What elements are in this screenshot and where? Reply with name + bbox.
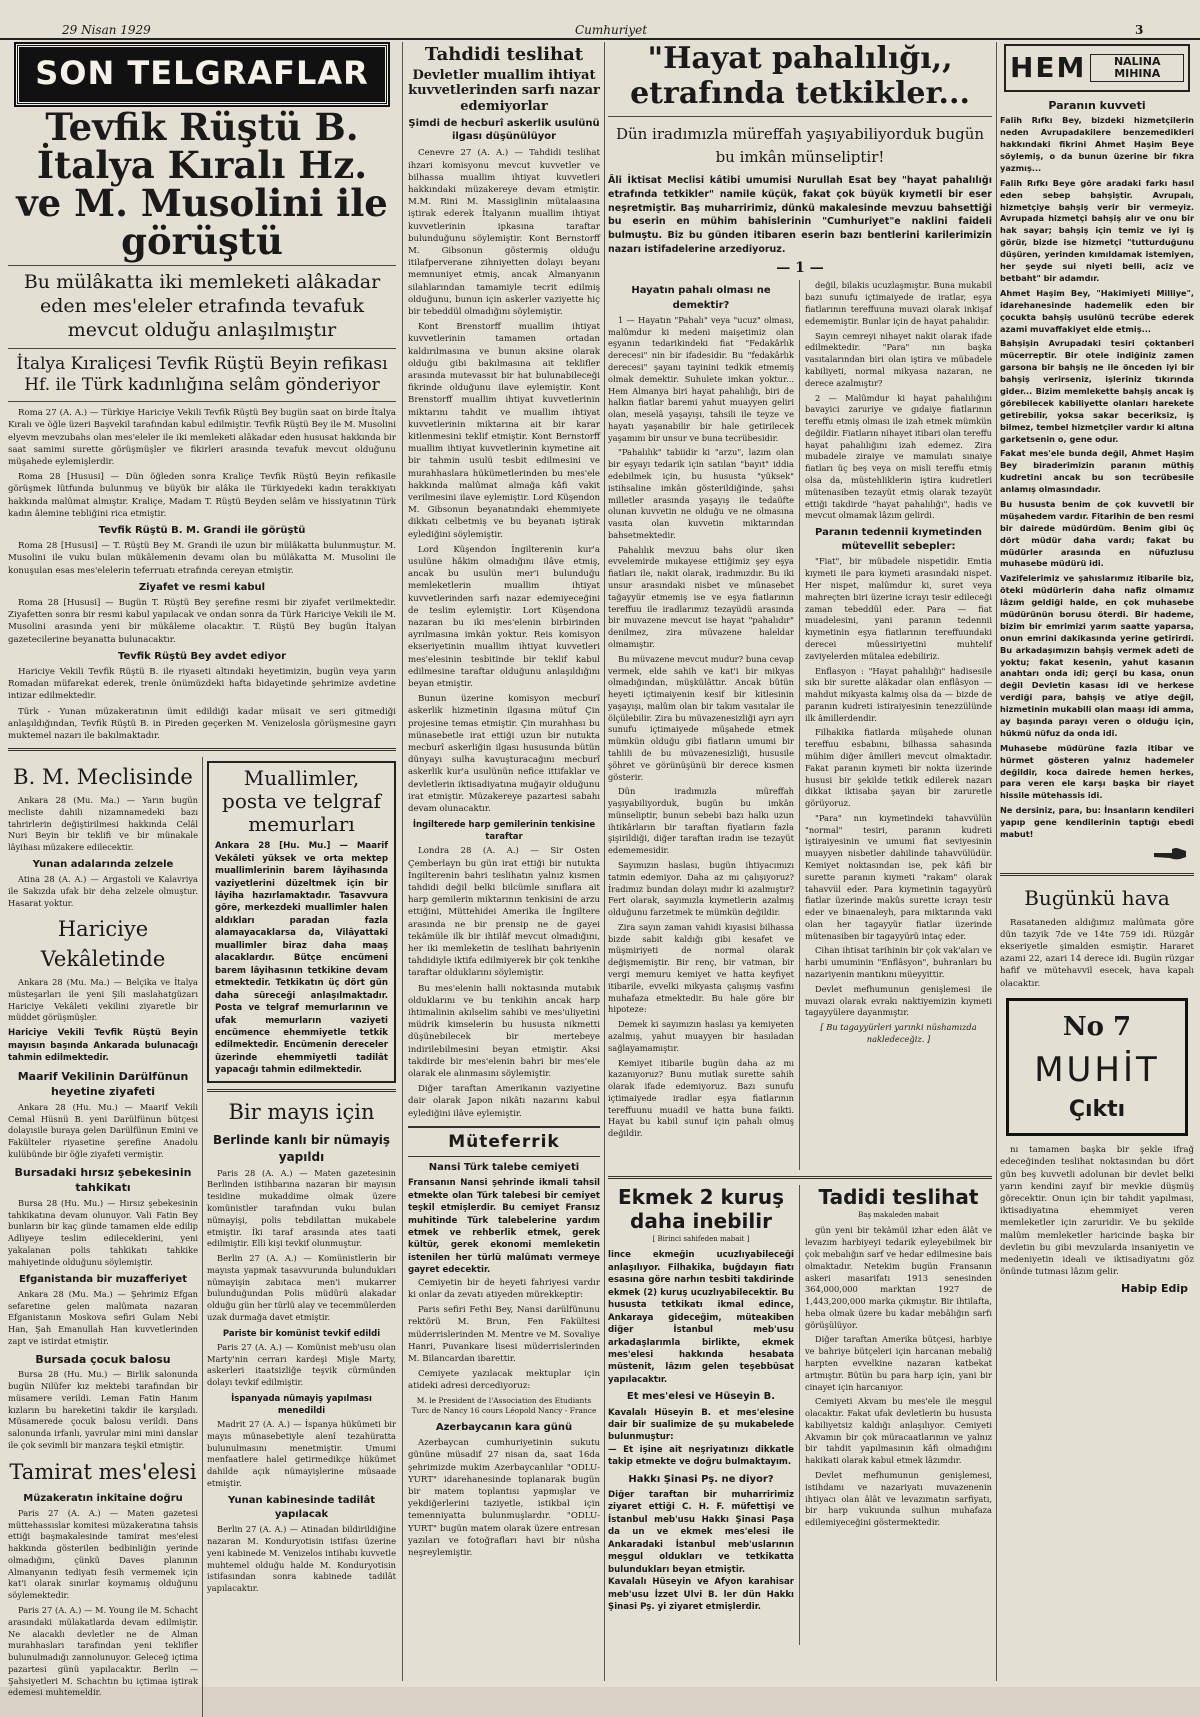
article-paragraph: Zira sayın zaman vahidi kıyasisi bilhassa bizde sabit kaldığı gibi kesafet ve müşmiriyeti de normal olarak değişmemiştir. Bir renç, bir vatman, bir vergi memuru kemiyet ve hatta keyfiyet itibarile, evvelki mikyasta çalışmış vasfını muhafaza etmektedir. Bu hale göre bir hipoteze: [608, 921, 794, 1015]
article-subheading: İngilterede harp gemilerinin tenkisine taraftar [412, 820, 596, 843]
article-subheading: Bursada çocuk balosu [35, 1352, 171, 1366]
article-paragraph: Cenevre 27 (A. A.) — Tahdidi teslihat ihzari komisyonu mevcut kuvvetler ve bilhassa muallim ihtiyat kuvvetleri hakkındaki müzakereye devam etmiştir. M.M. Rini M. Massiglinin mütalaasına iştirak ederek İtalyanın muallim ihtiyat kuvvetlerinin ipkasına taraftar bulunduğunu söylemiştir. Kont Bernstorff M. Gibsonun göstermiş olduğu itilafperverane zihniyetten dolayı beyanı memnuniyet etmiş, ancak Almanyanın silahlarından tamamiyle tecrit edilmiş olduğunu, bunun için askerler vaziyette hiç bir tebeddül olmadığını söylemiştir. [408, 148, 600, 317]
article-subheading: Et mes'elesi ve Hüseyin B. [626, 1391, 776, 1403]
weather-paragraph: Rasataneden aldığımız malûmata göre dün tazyik 7de ve 14te 759 idi. Rüzgâr ekseriyetle şimalden esmiştir. Hararet azami 22, azari 14 derece idi. Bugün rüzgar hafif ve mütehavvil esecek, hava kapalı olacaktır. [1000, 917, 1194, 989]
article-subheading: Pariste bir komünist tevkif edildi [222, 1328, 381, 1339]
article-subheading: Hayatın pahalı olması ne demektir? [631, 285, 771, 311]
article-paragraph: Berlin 27 (A. A.) — Komünistlerin bir mayısta yapmak tasavvurunda bulundukları nümayişin zabıtaca men'i mukarrer bulunduğundan Polis müdürü alakadar olduğu gün her türlü alay ve tecemmülerden uzak durmağa davet etmiştir. [207, 1253, 396, 1323]
article-paragraph: Londra 28 (A. A.) — Sir Osten Çemberlayn bu gün irat ettiği bir nutukta İngilterenin bahri teslihatın yalnız kısmen tahdidi değil belki bilcümle sınıflara ait harp gemilerin miktarının tenkisini de arzu ettiğini, Müttehidei Amerika ile İngiltere arasında ne bir prensip ne de gayei tekâmüle ilk bir ihtilâf mevcut olmadığını, her iki memleketin de teslihatı bahriyenin tahdidiyle iktifa edilmiyerek bir çok tenkihe taraftar olduklarını söylemiştir. [408, 846, 600, 979]
col3-right-subcolumn [805, 280, 992, 1170]
article-bold-paragraph: Bu hususta benim de çok kuvvetli bir müşahedem vardır. Fitarihin de ben resmi bir dairede müdürdüm. Benim gibi üç dört müdür daha vardı; fakat bu müdürler arasında en nüfuzlusu muhasebe müdürü idi. [1000, 498, 1194, 569]
article-paragraph: 1 — Hayatın "Pahalı" veya "ucuz" olması, malûmdur ki medeni maişetimiz olan eşyanın tedarikindeki fiat "Fedakârlık derecesi" nin bir ifadesidir. Bu "fedakârlık derecesi" şayanı tayinini tedkik etmemiş olmak demektir. Suhulete imkan yoktur... Hem Almanya biri hayat pahalılığı, biri de halkın fiatlar baremi yahut muayyen geliri olan, meselâ yaşayışı, tahsili ile teyze ve hayatı yaşanabilir bir hale getirilecek yaşamını bir unsur ve buna tecrübesidir. [608, 314, 794, 443]
article-paragraph: "Fiat", bir mübadele nispetidir. Emtia kıymeti ile para kıymeti arasındaki nispet. Her nispet, malûmdur ki, suret veya mahreçten biri üzerine icrayı tesir edileceği zaman tebeddül eder. Para — fiat muadelesini, yani paranın tedennii kıymetinin eşya fiatlarının tereffuundaki derecei müessiriyetini muhtelif zaviyelerden mütalea edebiliriz. [805, 556, 992, 661]
article-paragraph: Cemiyete yazılacak mektuplar için atideki adresi dercediyoruz: [408, 1369, 600, 1392]
article-bold-paragraph: Falih Rıfkı Bey, bizdeki hizmetçilerin neden Avrupadakilere benzemedikleri hakkındaki fikrini Ahmet Haşim Beye söylemiş, o da bunun üzerine bir fıkra yazmış... [1000, 115, 1194, 173]
article-paragraph: Roma 27 (A. A.) — Türkiye Hariciye Vekili Tevfik Rüştü Bey bugün saat on birde İtalya Kıralı ve öğle üzeri Başvekil tarafından kabul edilmiştir. Tevfik Rüştü Bey ile M. Musolini elyevm mevzubahs olan mes'eleler ile iki memleketi alâkadar eden hususat hakkında bir saat samimi surette görüşmüşler ve fikirleri arasında tevafuk mevcut olduğunu müşahede eylemişlerdir. [8, 408, 396, 467]
article-paragraph: Bursa 28 (Hu. Mu.) — Hırsız şebekesinin tahkikatına devam olunuyor. Vali Fatin Bey bunların bir kaç günde tamamen elde edilip Adliyeye teslim edileceklerini, yeni yakalanan polis tahkikatı tahkike mahiyetinde olduğunu söylemiştir. [8, 1197, 198, 1267]
article-subheading: Maarif Vekilinin Darülfünun heyetine ziyafeti [17, 1069, 189, 1099]
article-paragraph: Filhakika fiatlarda müşahede olunan tereffuu esbabını, bilhassa sahasında mühim diğer âmilleri mevcut olmaktadır. Fakat paranın kıymeti bir nokta üzerinde hususi bir şekilde tetkik edilerek nazarı dikkat iktisaba şayan bir zaruretle görüyoruz. [805, 727, 992, 809]
article-paragraph: Demek ki sayımızın haslası ya kemiyeten azalmış, yahut muayyen bir hasıladan sağlayamamıştır. [608, 1019, 794, 1053]
article-headline: Tadidi teslihat [818, 1185, 979, 1210]
article-paragraph: Atina 28 (A. A.) — Argastoli ve Kalavriya ile Sakızda ufak bir deha zelzele olmuştur. Hasarat yoktur. [8, 874, 198, 908]
section-heading-meclis: B. M. Meclisinde [13, 765, 193, 790]
article-signature: Habip Edip [1120, 1282, 1188, 1296]
article-paragraph: gün yeni bir tekâmül izhar eden âlât ve levazım harbiyeyi tedarik eyleyebilmek bir çok mebalığın sarf ve hedar edilmesine bais olmaktadır. Netekim bugün Fransanın askeri masarifatı 1913 senesinden 364,000,000 marktan 1927 de 1,443,200,000 marka çıkmıştır. Bir ihtilafta, heba olmak üzere bu kadar mebâlığın sarfı görüşülüyor. [805, 1225, 992, 1330]
article-headline: "Hayat pahalılığı,, etrafında tetkikler... [630, 41, 970, 111]
article-subheading: Ziyafet ve resmi kabul [138, 581, 266, 593]
article-paragraph: Berlin 27 (A. A.) — Atinadan bildirildiğine nazaran M. Konduryotisin istifası üzerine yeni kabinede M. Venizelos intihabı kuvvetle muhtemel olduğu halde M. Konduryotisin istifasından sonra kabinede tadilât yapılacaktır. [207, 1524, 396, 1594]
main-subhead: Bu mülâkatta iki memleketi alâkadar eden mes'eleler etrafında tevafuk mevcut olduğu anlaşılmıştır [23, 271, 381, 341]
article-bold-paragraph: Bahşişin Avrupadaki tesiri çoktanberi mücerreptir. Bir otele indiğiniz zamen garsona bir bahşiş ne ile önceden iyi bir bahşiş verirseniz, işleriniz tıkırında gider... Bizim memlekette bahşiş ancak iş görebilecek kabiliyette olanları harekete getirebilir, yoksa sakar beceriksiz, iş bilmez, tembel hizmetçiler vardır ki altına garketsenin o, gene odur. [1000, 338, 1194, 444]
muhit-advertisement [1006, 998, 1188, 1136]
article-paragraph: Roma 28 [Hususi] — Dün öğleden sonra Kraliçe Tevfik Rüştü Beyin refikasile görüşmek lûtfunda bulunmuş ve büyük bir alâka ile Türkiyedeki kadın terakkiyatı hakkında malûmat almıştır. Kraliçe, Madam T. Rüştü Beyden selâm ve hissiyatının Türk kadın âlemine tebliğini rica etmiştir. [8, 472, 396, 519]
continued-note: [ Birinci sahifeden mabait ] [652, 1235, 750, 1244]
article-paragraph: Paris 28 (A. A.) — Maten gazetesinin Berlinden istihbarına nazaran bir mayısın tesidine mukaddime olmak üzere komünistler tarafından vuku bulan nümayişi, polis tebdilattan mukabele etmiştir. İki taraf arasında ates taati edilmiştir. Elli kişi tevkif olunmuştur. [207, 1167, 396, 1249]
article-paragraph: Bursa 28 (Hu. Mu.) — Birlik salonunda bugün Nilüfer kız mektebi tarafından bir müsamere verildi. Leman Fatin Hanım kızların bu hareketini takdir ile karşıladı. Müsamerede çocuk balosu verildi. Dans salonunda irfanlı, yavrular mini mini danslar ile çok sevimli bir manzara teşkil etmiştir. [8, 1369, 198, 1450]
col1-left-subcolumn [8, 757, 198, 1717]
article-paragraph: nı tamamen başka bir şekle ifrağ edeceğinden teslihat noktasından bu dört gün beş kuvvetli adolunan bir devlet belki yarın kendini zayıf bir mevkie düşmüş görecektir. Onun için bir tahdit yapılması, iktisadiyatına ehemmiyet veren memleketler için zaruridir. Ve bu şekilde malûm memleketler haricinde başka bir devletin bu gibi mevzularda insaniyetin ve medeniyetin ideali ve iktisadiyatını göz önünde tutması lâzım gelir. [1000, 1145, 1194, 1278]
continued-note: Baş makaleden mabait [858, 1211, 939, 1220]
article-subheading: Efganistanda bir muzafferiyet [18, 1273, 188, 1285]
article-subheading: Azerbaycanın kara günü [435, 1421, 573, 1433]
article-paragraph: Cemiyetin bir de heyeti fahriyesi vardır ki onlar da zevatı atiyeden mürekkeptir: [408, 1277, 600, 1301]
article-bold-paragraph: Muhasebe müdürüne fazla itibar ve hürmet gösteren yalnız hademeler değildir, koca dairede hemen herkes, para veren ele karşı başka bir riayet hissile mütehassis idi. [1000, 742, 1194, 801]
article-paragraph: Cemiyeti Akvam bu mes'ele ile meşgul olacaktır. Fakat ufak devletlerin bu hususta kabiliyetsiz kaldığı anlaşılıyor. Cemiyeti Akvamın bir çok müracaatlarının ve yalnız bir tahdit yapılmasının kâfi olmadığını hakikati olarak kabul etmek lâzımdır. [805, 1396, 992, 1466]
article-paragraph: Pahalılık mevzuu bahs olur iken evvelemirde mukayese ettiğimiz şey eşya fiatları ile, nakit olarak, iradımızdır. Bu iki unsur arasındaki nisbet ve münasebet tağayyür etmemiş ise ve eşya fiatlarının tereffuu ile iradlarımız tezayüdü arasında bir muvazene mevcut ise hayat "pahalıdır" denilmez, zira müvazene haleldar olmamıştır. [608, 544, 794, 649]
article-paragraph: "Pahalılık" tabiidir ki "arzu", lazım olan bir eşyayı tedarik için satılan "bayıt" iddia edebilmek için, bu hususta "yüksek" istihsaline imkân gösterildiğinde, şahsı milletler arasında yaşayış ile tedaüfte olunan kuvvetin ne olduğu ve ne olmasına vasıta olan kuvvetin miktarından bahsetmektedir. [608, 447, 794, 540]
article-bold-paragraph: Kavalalı Hüseyin B. et mes'elesine dair bir sualimize de şu mukabelede bulunmuştur: [608, 1407, 794, 1443]
article-subheading: Bursadaki hırsız şebekesinin tahkikatı [14, 1165, 192, 1195]
article-paragraph: Ankara 28 (Mu. Ma.) — Belçika ve İtalya müsteşarları ile yeni Şili maslahatgüzarı Hariciye Vekâleti vekilini ziyaretle bir müddet görüşmüşler. [8, 977, 198, 1023]
continued-note: [ Bu tagayyürleri yarınki nüshamızda nakledeceğiz. ] [820, 1022, 977, 1044]
col1-right-subcolumn [207, 757, 396, 1717]
article-paragraph: değil, bilakis ucuzlaşmıştır. Buna mukabil bazı sunufu içtimaiyede de iratlar, eşya fiatlarının tereffuuna muvazi olarak inkişaf edememiştir. Bunlar için de hayat pahalıdır. [805, 280, 992, 326]
article-paragraph: Paris 27 (A. A.) — M. Young ile M. Schacht arasındaki mülakatlarda devam edilmiştir. Ne alacaklı devletler ne de Alman murahhasları tarafından yeni teklifler bulunulmadığı zannolunuyor. Geleceğ içtima pazartesi günü yapılacaktır. Berlin — Şahsiyetleri M. Schachtın bu içtimaa iştirak edemesi muhtemeldir. [8, 1604, 198, 1698]
article-paragraph: Sayımızın haslası, bugün ihtiyacımızı tatmin edemiyor. Daha az mı çalışıyoruz? İradımız bundan dolayı mıdır ki azalmıştır? Fert olarak, sayımızla kıymetlerin azalmış olduğunu farzetmek te mümkün değildir. [608, 860, 794, 918]
article-bold-paragraph: Kavalalı Hüseyin ve Afyon karahisar meb'usu İzzet Ulvi B. ler dün Hakkı Şinasi Pş. yi ziyaret etmişlerdir. [608, 1577, 794, 1613]
column-hem-nalina-mihina [1000, 42, 1194, 1681]
article-bold-paragraph: Fakat mes'ele bunda değil, Ahmet Haşim Bey biraderimizin paranın müthiş kudretini ancak bu son tecrübesile anlamış olmasındadır. [1000, 448, 1194, 495]
main-headline: Tevfik Rüştü B. İtalya Kıralı Hz. ve M. Musolini ile görüştü [16, 105, 388, 263]
article-bold-paragraph: Fransanın Nansi şehrinde ikmali tahsil etmekte olan Türk talebesi bir cemiyet teşkil etmişlerdir. Bu cemiyet Fransız muhitinde Türk talebelerine yardım etmek ve rehberlik etmek, gerek kültür, gerek ekonomi memleketin istenilen her türlü malûmatı vermeye gayret edecektir. [408, 1178, 600, 1276]
article-paragraph: Roma 28 [Hususi] — T. Rüştü Bey M. Grandi ile uzun bir mülâkatta bulunmuştur. M. Musolini ile vuku bulan mükâlemenin devamı olan bu mülâkatta M. Musolini ile konuşulan esas mes'elelerin teferruatı etrafında cereyan etmiştir. [8, 541, 396, 576]
tadidi-article [805, 1185, 992, 1645]
box-text: Ankara 28 [Hu. Mu.] — Maarif Vekâleti yüksek ve orta mektep muallimlerinin barem lâyihasında vaziyetlerini düzeltmek için bir lâyiha hazırlamaktadır. Tasavvura göre, merkezdeki muallimler halen aldıkları paradan fazla alamayacaklarsa da, Vilâyattaki muallimler biraz daha maaş alacaklardır. Bütçe encümeni barem lâyihasının tetkikine devam etmektedir. Tetkikatın üç dört gün daha süreceği anlaşılmaktadır. Posta ve telgraf memurlarının ve ufak memurların vaziyeti encümence ehemmiyetle tetkik edilmektedir. Encümenin dereceler üzerinde ehemmiyetli tadilât yapacağı tahmin edilmektedir. [215, 841, 388, 1076]
article-subheading: Şimdi de hecburî askerlik usulünü ilgası düşünülüyor [408, 118, 600, 142]
address-line: M. le President de l'Association des Etudiants Turc de Nancy 16 cours Léopold Nancy - France [411, 1395, 597, 1416]
muhit-issue-number: No 7 [1062, 1011, 1132, 1042]
article-paragraph: Azerbaycan cumhuriyetinin sukutu gününe müsadif 27 nisan da, saat 16da şehrimizde mukim Azerbaycanlılar "ODLU-YURT" idarehanesinde toplanarak bugün bir matem toplantısı yapmışlar ve yekdiğerlerini taziyetle, istikbal için temenniyatta bulunmuşlardır. "ODLU-YURT" bugün matem olarak üzere entresan yazıları ve fotoğrafları havi bir nüsha neşreylemiştir. [408, 1438, 600, 1558]
article-paragraph: Ankara 28 (Mu. Ma.) — Yarın bugün mecliste dahili nizamnamedeki bazı tahrirlerin değiştirilmesi hakkında Celâl Nuri Beyin bir teklifi ve bir münakale lâyihası müzakere edilecektir. [8, 794, 198, 853]
article-subheading: Berlinde kanlı bir nümayiş yapıldı [212, 1132, 391, 1164]
article-subheading: Paranın kuvveti [1048, 98, 1146, 112]
son-telgraflar-banner: SON TELGRAFLAR [16, 44, 388, 105]
muallimler-box [207, 761, 396, 1083]
masthead-date: 29 Nisan 1929 [62, 23, 151, 37]
muhit-name: MUHİT [1034, 1049, 1160, 1090]
muhit-published: Çıktı [1068, 1096, 1126, 1122]
article-subheading: Yunan kabinesinde tadilât yapılacak [228, 1494, 375, 1520]
section-heading-hariciye: Hariciye Vekâletinde [40, 917, 166, 972]
article-paragraph: Ankara 28 (Mu. Ma.) — Şehrimiz Efgan sefaretine gelen malûmata nazaran Efganistanın Moskova sefiri Gulam Nebi Han, Şah Emanullah Han kuvvetlerinden zapt ve istirdat etmiştir. [8, 1288, 198, 1346]
article-subheading: Müzakeratın inkitaine doğru [23, 1492, 183, 1504]
article-paragraph: Bunun üzerine komisyon mecburî askerlik hizmetinin ilgasına mütuf Çin projesine temas etmiştir. Çin murahhası bu münasebetle irat ettiği uzun bir nutukta mecburî askerliğin ilgası hususunda bütün dünyayı sulha kavuşturacağını mecburî askerlik kur'a usulünün nefice ittifaklar ve devletlerin iktisadiyatına muğayir olduğunu irat etmiştir. Müzakereye pazartesi sabahı devam olunacaktır. [408, 694, 600, 815]
article-paragraph: Türk - Yunan müzakeratının ümit edildiği kadar müsait ve seri gitmediği anlaşıldığından, Tevfik Rüştü B. in Pireden geçerken M. Venizelosla görüşmesine gayrı muktemel nazarı ile bakılmaktadır. [8, 706, 396, 741]
article-subheading: Tevfik Rüştü B. M. Grandi ile görüştü [98, 524, 306, 536]
hem-logo-subtext: NALINA MIHINA [1090, 54, 1184, 82]
article-subheading: Hakkı Şinasi Pş. ne diyor? [628, 1473, 774, 1485]
article-bold-paragraph: Vazifelerimiz ve şahıslarımız itibarile biz, öteki müdürlerin daha nafiz olmamız lâzım geldiği halde, en çok muhasebe müdürünün borusu öterdi. Bir hademe, bizim bir emrimizi yarım saatte yaparsa, onun emrini dakikasında yerine getirirdi. Bu arkadaşımızın bahşiş vermek adeti de yoktu; fakat kesenin, yahut kasanın anahtarı onda idi; gerçi bu kasa, onun değil Devletin kasası idi ve herkese verdiği para, bahşiş ve atiye değil, hizmetinin mukabili olan maaşı idi amma, ay başında parayı veren o olduğu için, hükmü nüfuz da onda idi. [1000, 573, 1194, 738]
article-paragraph: Madrit 27 (A. A.) — İspanya hükümeti bir mayıs münasebetiyle alenî tezahüratta bulunulmasını menetmiştir. Umumi menfaatlere halel getirmedikçe hükümet dahilde açık nümayişlerine müsaade etmiştir. [207, 1419, 396, 1489]
article-bold-note: Hariciye Vekili Tevfik Rüştü Beyin mayısın başında Ankarada bulunacağı tahmin edilmektedir. [8, 1028, 198, 1064]
article-paragraph: Hariciye Vekili Tevfik Rüştü B. ile riyaseti altındaki heyetimizin, bugün veya yarın Romadan müfarekat ederek, trenle önümüzdeki hafta bidayetinde şehrimize avdetine intizar edilmektedir. [8, 666, 396, 702]
article-subheading: Yunan adalarında zelzele [32, 858, 174, 870]
box-title: Muallimler, posta ve telgraf memurları [222, 766, 381, 837]
section-heading-weather: Bugünkü hava [1024, 886, 1170, 911]
article-paragraph: Bu mes'elenin halli noktasında mutabık olduklarını ve bu tenkihin ancak harp ihtimalinin akılselim sahibi ve mes'uliyetini müdrik kimselerin bu hususta nikmetti düşünebilecek bir mertebeye indirilebilmesini beyan etmiştir. Aksi takdirde bir mes'elenin bahri bir mes'ele olarak ele alınmasını söylemiştir. [408, 983, 600, 1080]
section-marker: — 1 — [776, 259, 824, 276]
masthead [0, 20, 1200, 40]
article-bold-paragraph: Diğer taraftan bir muharririmiz ziyaret ettiği C. H. F. müfettişi ve İstanbul meb'usu Hakkı Şinasi Paşa da un ve ekmek mes'elesi ile Ankaradaki İstanbul meb'uslarının meşgul oldukları ve tetkikatta bulundukları beyan etmiştir. [608, 1490, 794, 1575]
article-paragraph: Kemiyet itibarile bugün daha az mı kazanıyoruz? Bunu mutlak surette sahih olarak ifade edemiyoruz. Bazı sunufu içtimaiyede iradlar eşya fiatlarının tereffuunu muadil ve hatta buna faikti. Hayat bu kabil sunuf için pahalı olmuş değildir. [608, 1057, 794, 1139]
article-headline: Ekmek 2 kuruş daha inebilir [617, 1185, 785, 1234]
column-son-telgraflar [8, 42, 396, 1698]
column-tahdidi-teslihat [408, 42, 600, 1681]
article-paragraph: 2 — Malûmdur ki hayat pahalılığını bavayici zaruriye ve gıdaiye fiatlarının tereffu etmiş olması ile izah etmek mümkün değildir. Fiatların nihayet itibari olan tereffu hayat pahalılığını izah edemez. Zira mubadele ziraiye ve mamulatı sınaiye fiatları üç beş veya on misli tereffu etmiş olsa da, müstehliklerin iştira kudretleri mütenasiben tezayüt etmiş olarak tezayüt ettiği takdirde "hayat pahalılığı", hadis ve mevcut olmamak lâzım gelirdi. [805, 392, 992, 521]
article-paragraph: Devlet mefhumunun genişlemesi ile muvazi olarak evrakı naktiyemizin kıymeti tagayyülere dayanmıştır. [805, 983, 992, 1018]
article-bold-paragraph: lince ekmeğin ucuzlıyabileceği anlaşılıyor. Filhakika, buğdayın fiatı esasına göre narhın tesbiti takdirinde ekmek (2) kuruş ucuzlıyabilecektir. Bu hususta tetkikatı ikmal edince, Ankaraya gideceğim, müteakiben diğer İstanbul meb'usu arkadaşlarımla birlikte, ekmek mes'elesi hakkında hesabata müstenit, lâzım gelen teşebbüsat yapılacaktır. [608, 1250, 794, 1385]
pointing-hand-icon [1006, 843, 1188, 867]
article-subheading: Tevfik Rüştü Bey avdet ediyor [117, 650, 287, 662]
article-paragraph: Enflasyon : "Hayat pahalılığı" hadisesile sıkı bir surette alâkadar olan enflâsyon — mahdut mikyasta kalmış olsa da — bizde de paranın kudreti istiraiyesinin tenezzülünde ilk âmillerdendir. [805, 665, 992, 723]
article-paragraph: Roma 28 [Hususi] — Bugün T. Rüştü Bey şerefine resmi bir ziyafet verilmektedir. Ziyafetten sonra bir resmi kabul yapılacak ve ondan sonra da Türk Hariciye Vekili ile M. Musolini arasında yeni bir mükâleme olacaktır. T. Rüştü Bey bugün İtalyan gazetecilerine beyanatta bulunacaktır. [8, 597, 396, 645]
article-paragraph: Sayın cemreyi nihayet nakit olarak ifade edilmektedir. "Para" nın başka vasıtalarından biri olan iştira ve mübadele kabiliyeti, normal mikyasa nazaran, ne derece azalmıştır? [805, 330, 992, 388]
article-subheading: Nansi Türk talebe cemiyeti [428, 1162, 580, 1174]
article-paragraph: Cihan ihtisat tarihinin bir çok vak'aları ve harbi umuminin "Enflâsyon", buhranları bu nazariyenin mantıkını müeyyittir. [805, 945, 992, 980]
article-paragraph: Ankara 28 (Hu. Mu.) — Maarif Vekili Cemal Hüsnü B. yeni Darülfünun bütçesi dolayısile buraya gelen Darülfünun Emini ve Fakülteler riyasetine şerefine Anadolu kulübünde bir öğle ziyafeti vermiştir. [8, 1101, 198, 1159]
article-headline: Tahdidi teslihat [424, 44, 584, 65]
article-bold-paragraph: Ahmet Haşim Bey, "Hakimiyeti Milliye", idarehanesinde hademelik eden bir çocukta bahşiş usulünü tecrübe ederek azami muvaffakiyet elde etmiş... [1000, 287, 1194, 334]
article-paragraph: Diğer taraftan Amerika bütçesi, harbiye ve bahriye bütçeleri için harcanan mebaliğ harpten evvelkine nazaran katbekat artmıştır. Bütün bu para harp için, yani bir cinayet için harcanıyor. [805, 1334, 992, 1392]
col3-left-subcolumn [608, 280, 794, 1170]
section-heading-muteferrik: Müteferrik [408, 1126, 600, 1157]
hem-nalina-mihina-logo [1004, 44, 1190, 92]
column-hayat-pahaliligi [608, 42, 992, 1681]
ekmek-article [608, 1185, 794, 1645]
article-bold-paragraph: Falih Rıfkı Beye göre aradaki farkı hasıl eden sebep bahşiştir. Avrupalı, hizmetçiye bahşiş verir bir vermeyiz. Avrupada hizmetçi bahşiş alır ve onu bir hak sayar; bahşiş için temiz ve iyi iş görür, bizde ise hizmetçi "tutturduğunu düşüren, yerinden kımıldamak istemiyen, her şeyde sui niyeti belli, aciz ve betbaht" bir adamdır. [1000, 177, 1194, 283]
masthead-page-number: 3 [1135, 23, 1144, 37]
article-paragraph: Paris 27 (A. A.) — Komünist meb'usu olan Marty'nin cerrarı kardeşi Mişle Marty, askerleri itaatsizliğe teşvik cürmünden dolayı tevkif edilmiştir. [207, 1341, 396, 1388]
article-bold-paragraph: — Et işine ait neşriyatınızı dikkatle takip etmekte ve doğru bulmaktayım. [608, 1444, 794, 1468]
section-heading-mayis: Bir mayıs için [228, 1099, 375, 1124]
article-paragraph: Lord Küşendon İngilterenin kur'a usulüne hâkim olmadığını ilâve etmiş, ancak bu usulün mer'i bulunduğu memleketlerin muallim ihtiyat kuvvetlerinden sarfı nazar edemiyeceğini de teslim eylemiştir. Lort Küşendona nazaran bu iki mes'elenin birbirinden ayrılmasına imkân yoktur. Reis komisyon ekseriyetinin muallim ihtiyat kuvvetleri mes'elesinin tesbitinde bir teklif kabul edilmesine taraftar olduğunu anlaşıldığını beyan etmiştir. [408, 544, 600, 690]
article-bold-paragraph: Ne dersiniz, para, bu: İnsanların kendileri yapıp gene kendilerinin taptığı ebedi mabut! [1000, 805, 1194, 840]
masthead-paper-name: Cumhuriyet [575, 23, 648, 37]
main-subhead-2: İtalya Kıraliçesi Tevfik Rüştü Beyin refikası Hf. ile Türk kadınlığına selâm gönderiyor [16, 353, 388, 395]
article-paragraph: Paris sefiri Fethi Bey, Nansi darülfünunu rektörü M. Brun, Fen Fakültesi müderrislerinden M. Mentre ve M. Sovaliye Hanri, Puvankare lisesi müderrislerinden M. Bilancardan ibarettir. [408, 1305, 600, 1365]
hem-logo-text: HEM [1010, 51, 1087, 84]
article-paragraph: Paris 27 (A. A.) — Maten gazetesi müttehassıslar komitesi müzakeratına tahsis ettiği başmakalesinde tamirat mes'elesi hakkında gösterilen bedbinliğin yerinde olmadığını, çünkü Daves planının Almanyanın tediyatı fesih vermemek için kat'i olarak sınırlar koymamış olduğunu söylemektedir. [8, 1507, 198, 1601]
article-subheading: İspanyada nümayiş yapılması menedildi [231, 1393, 372, 1417]
article-paragraph: Bu müvazene mevcut mudur? buna cevap vermek, elde sahih ve kat'i bir mikyas olmadığından, müşkülâttır. Ancak bütün heyeti içtimaiyenin kesif bir kitlesinin yaşayışı, malûm olan bir takım vasıtalar ile ölçülebilir. Zira bu müvazenesizliği ayrı ayrı sunufu içtimaiyede müşahede etmek mümkün olduğu gibi fiatların umumi bir tahlili de bu müvazenesizliği, hususile şöhret ve görünüşünü bir derece kısmen gösterir. [608, 653, 794, 782]
article-paragraph: Kont Brenstorff muallim ihtiyat kuvvetlerinin tamamen ortadan kaldırılmasına ve bunun aksine olarak olduğu gibi bakılmasına ait teklifler arasında mutevassıt bir hat bulunabileceği fikrinde olduğunu ilave eylemiştir. Kont Brenstorff muallim ihtiyat kuvvetlerinin miktarını tahdit ve muallim ihtiyat kuvvetlerinin miktarına ait bir karar kitlenmesini teklif etmiştir. Kont Bernstorff muallim ihtiyat kuvvetlerinin kıymetine ait bir tahmin usulü tesbit edilmesini ve murahhaslara hükümetlerinden bu mes'ele hakkında malûmat almağa kâfi vakit verilmesini ilave eylemiştir. Lord Küşendon M. Gibsonun beyanatındaki ehemmiyete dikkatı celbetmiş ve bu beyanatı iştirak eylediğini söylemiştir. [408, 322, 600, 540]
section-heading-tamirat: Tamirat mes'elesi [9, 1459, 197, 1484]
article-intro: Âli İktisat Meclisi kâtibi umumisi Nurullah Esat bey "hayat pahalılığı etrafında tetkikler" namile küçük, fakat çok büyük kıymetli bir eser neşretmiştir. Baş muharririmiz, dünkü makalesinde mevzuu bahsettiği bu eserin en mühim bahislerinin "Cumhuriyet"e naklini faideli bulmuştu. Biz bu günden itibaren eserin bazı bentlerini karilerimizin nazarı istifadelerine arzediyoruz. [608, 175, 992, 255]
article-subheadline: Dün iradımızla müreffah yaşıyabiliyorduk bugün bu imkân münseliptir! [615, 125, 985, 166]
article-paragraph: Dün iradımızla müreffah yaşıyabiliyorduk, bugün bu imkân münseliptir, bunun sebebi bazı halkı uzun ihtikârların bir taraftan fiyatların fazla şişirildiği, diğer taraftan iradın ise tezayüt edememesidir. [608, 786, 794, 856]
article-subheadline: Devletler muallim ihtiyat kuvvetlerinden sarfı nazar edemiyorlar [408, 67, 600, 114]
article-subheading: Paranın tedennii kıymetinden mütevellit sebepler: [815, 527, 982, 553]
article-paragraph: Devlet mefhumunun genişlemesi, istihdamı ve nazariyatı muvazenenin ihtiyacı olan âlât ve levazımatın sarfiyatı, bir harp vukuunda sulhun muhafaza edilemiyeceğini göstermektedir. [805, 1470, 992, 1528]
article-paragraph: "Para" nın kıymetindeki tahavvülün "normal" tesiri, paranın kudreti iştiraiyesinin ve umumi fiat seviyesinin muayyen nisbetler dahilinde tahavvülüdür. Kemiyet noktasından ise, pek kâfi bir surette paranın kıymeti "rakam" olarak tahavvül eder. Para kıymetinin tagayyürü fiatlar üzerinde makûs surette icrayı tesir eder ve binaenaleyh, para miktarında vaki olan her tagayyür fiatlar üzerinde mütenasiben bir tagayyürü intaç eder. [805, 812, 992, 941]
article-paragraph: Diğer taraftan Amerikanın vaziyetine dair olarak Japon nikâtı nazarını kabul eylediğini ilâve eylemiştir. [408, 1084, 600, 1119]
